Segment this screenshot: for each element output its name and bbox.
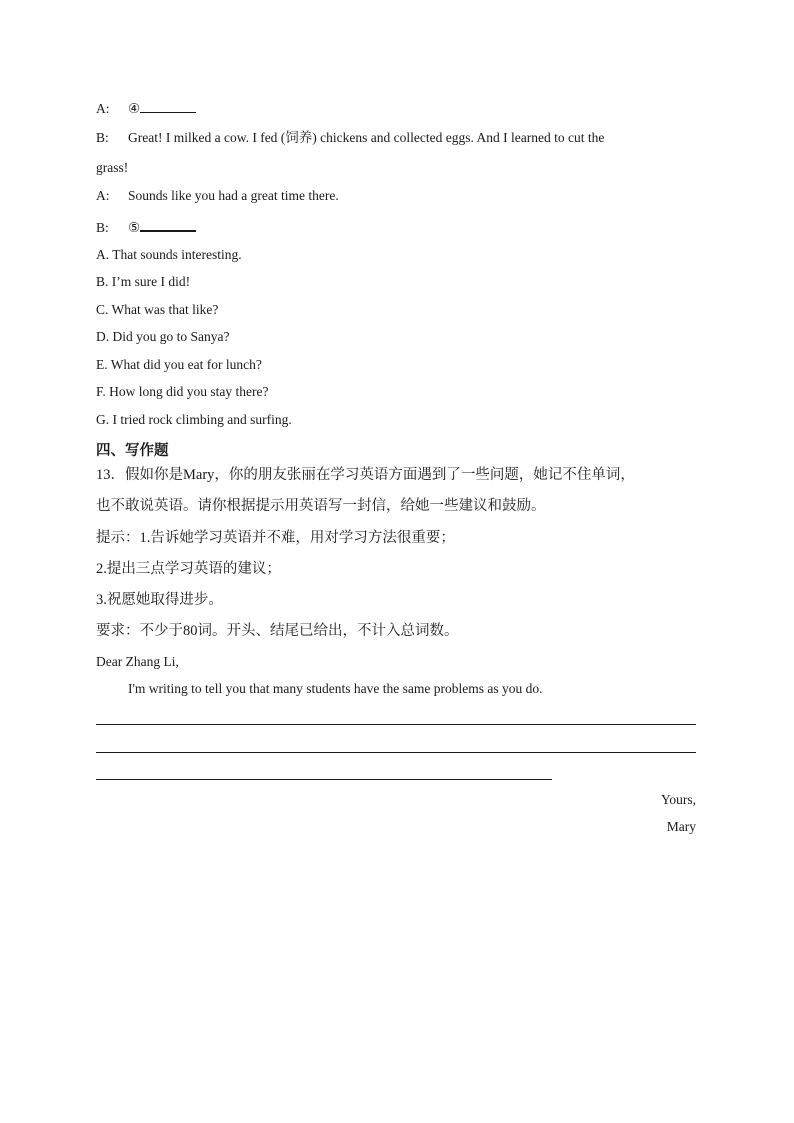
speaker-label: A: xyxy=(96,101,110,116)
letter-signature: Mary xyxy=(666,819,696,834)
dialogue-line-a4 xyxy=(96,98,196,118)
speaker-label: B: xyxy=(96,130,109,145)
section-heading: 四、写作题 xyxy=(96,443,169,459)
option-c: C. What was that like? xyxy=(96,302,219,317)
hint-2: 2.提出三点学习英语的建议； xyxy=(96,561,281,577)
option-a: A. That sounds interesting. xyxy=(96,247,242,262)
speaker-label: B: xyxy=(96,220,109,235)
blank-marker: ⑤ xyxy=(128,220,141,235)
speaker-label: A: xyxy=(96,188,110,203)
option-g: G. I tried rock climbing and surfing. xyxy=(96,412,292,427)
answer-blank-4[interactable] xyxy=(140,98,196,113)
letter-opening: I'm writing to tell you that many students have the same problems as you do. xyxy=(128,681,543,696)
dialogue-text: Sounds like you had a great time there. xyxy=(128,188,339,203)
question-13-line1: 13．假如你是Mary，你的朋友张丽在学习英语方面遇到了一些问题，她记不住单词， xyxy=(96,467,635,483)
option-d: D. Did you go to Sanya? xyxy=(96,329,230,344)
dialogue-line-b-milk-cont: grass! xyxy=(96,160,129,175)
dialogue-line-b5 xyxy=(96,216,196,237)
requirement: 要求：不少于80词。开头、结尾已给出，不计入总词数。 xyxy=(96,623,459,639)
option-f: F. How long did you stay there? xyxy=(96,384,269,399)
answer-blank-5[interactable] xyxy=(140,216,196,232)
letter-greeting: Dear Zhang Li, xyxy=(96,654,179,669)
option-b: B. I’m sure I did! xyxy=(96,274,191,289)
blank-marker: ④ xyxy=(128,101,141,116)
question-13-line2: 也不敢说英语。请你根据提示用英语写一封信，给她一些建议和鼓励。 xyxy=(96,498,546,514)
dialogue-line-a-sounds xyxy=(96,187,339,205)
hint-3: 3.祝愿她取得进步。 xyxy=(96,592,223,608)
dialogue-text: Great! I milked a cow. I fed (饲养) chickens and collected eggs. And I learned to cut the xyxy=(128,130,605,145)
letter-closing: Yours, xyxy=(660,792,696,807)
dialogue-line-b-milk xyxy=(96,129,604,147)
writing-line-1[interactable] xyxy=(96,724,696,725)
option-e: E. What did you eat for lunch? xyxy=(96,357,262,372)
writing-line-2[interactable] xyxy=(96,752,696,753)
writing-line-3[interactable] xyxy=(96,779,552,780)
hint-1: 提示：1.告诉她学习英语并不难，用对学习方法很重要； xyxy=(96,530,455,546)
